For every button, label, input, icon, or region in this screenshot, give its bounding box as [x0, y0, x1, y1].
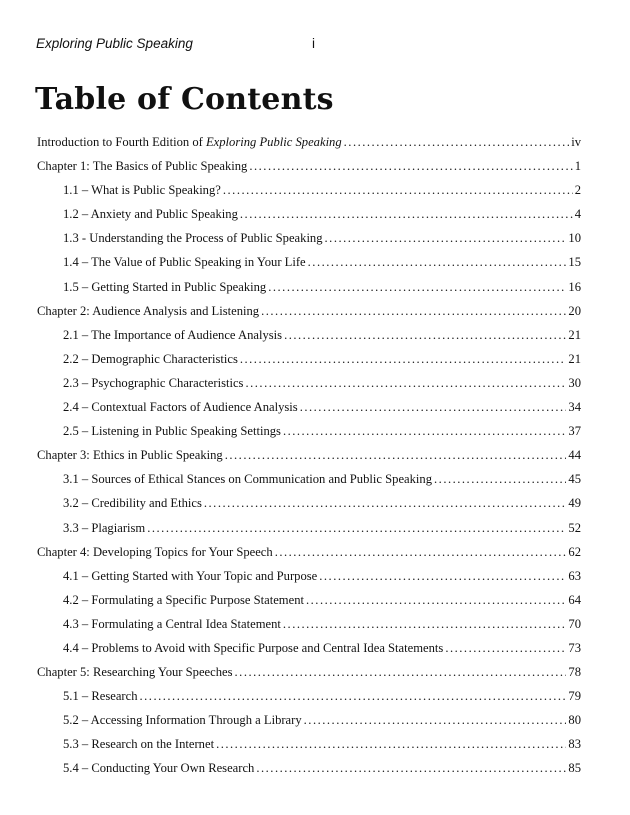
dot-leader: [283, 612, 567, 636]
toc-entry-section[interactable]: [37, 564, 581, 588]
toc-entry-label: 4.2 – Formulating a Specific Purpose Statement: [63, 592, 304, 607]
toc-entry-section[interactable]: [37, 250, 581, 274]
dot-leader: [445, 636, 566, 660]
toc-entry-label: Chapter 5: Researching Your Speeches: [37, 665, 233, 680]
toc-entry-page: 1: [574, 159, 581, 174]
dot-leader: [225, 443, 567, 467]
dot-leader: [240, 347, 567, 371]
dot-leader: [268, 275, 566, 299]
toc-entry-label: 3.2 – Credibility and Ethics: [63, 496, 202, 511]
toc-entry-section[interactable]: [37, 178, 581, 202]
intro-label-book-title: Exploring Public Speaking: [205, 135, 342, 149]
toc-entry-label: 4.4 – Problems to Avoid with Specific Purpose and Central Idea Statements: [63, 640, 444, 655]
toc-entry-chapter[interactable]: [37, 443, 581, 467]
toc-entry-page: 2: [574, 183, 581, 198]
toc-entry-page: 21: [568, 351, 581, 366]
toc-entry-page: 62: [568, 544, 581, 559]
toc-entry-section[interactable]: [37, 756, 581, 780]
dot-leader: [245, 371, 566, 395]
dot-leader: [344, 130, 570, 154]
dot-leader: [223, 178, 573, 202]
toc-entry-label: Chapter 2: Audience Analysis and Listening: [37, 303, 260, 318]
toc-entry-section[interactable]: [37, 612, 581, 636]
dot-leader: [240, 202, 573, 226]
toc-entry-section[interactable]: [37, 419, 581, 443]
dot-leader: [325, 226, 567, 250]
toc-entry-label: 5.2 – Accessing Information Through a Library: [63, 713, 302, 728]
toc-entry-section[interactable]: [37, 226, 581, 250]
toc-entry-label: 4.3 – Formulating a Central Idea Statement: [63, 616, 281, 631]
toc-entry-page: 70: [568, 616, 581, 631]
intro-label-prefix: Introduction to Fourth Edition of: [37, 135, 206, 149]
toc-entry-label: 1.2 – Anxiety and Public Speaking: [63, 207, 238, 222]
toc-entry-label: 1.1 – What is Public Speaking?: [63, 183, 221, 198]
toc-entry-page: 52: [568, 520, 581, 535]
toc-entry-introduction[interactable]: [37, 130, 581, 154]
toc-entry-section[interactable]: [37, 684, 581, 708]
toc-entry-section[interactable]: [37, 347, 581, 371]
toc-entry-label: 3.1 – Sources of Ethical Stances on Communication and Public Speaking: [63, 472, 433, 487]
toc-entry-label: 2.2 – Demographic Characteristics: [63, 351, 238, 366]
toc-entry-page: 64: [568, 592, 581, 607]
dot-leader: [308, 250, 567, 274]
toc-entry-section[interactable]: [37, 732, 581, 756]
toc-entry-label: Chapter 4: Developing Topics for Your Speech: [37, 544, 273, 559]
toc-entry-section[interactable]: [37, 467, 581, 491]
page-title: Table of Contents: [35, 82, 334, 117]
toc-entry-section[interactable]: [37, 708, 581, 732]
toc-entry-page: 21: [568, 327, 581, 342]
toc-entry-label: 2.5 – Listening in Public Speaking Settings: [63, 424, 281, 439]
toc-entry-label: [37, 130, 342, 154]
page-number: i: [312, 36, 315, 51]
dot-leader: [304, 708, 567, 732]
toc-entry-label: 1.5 – Getting Started in Public Speaking: [63, 279, 267, 294]
dot-leader: [249, 154, 572, 178]
toc-entry-page: 15: [568, 255, 581, 270]
dot-leader: [204, 491, 567, 515]
toc-entry-page: 34: [568, 400, 581, 415]
toc-entry-page: 73: [568, 640, 581, 655]
toc-entry-label: 1.3 - Understanding the Process of Public Speaking: [63, 231, 323, 246]
toc-entry-page: 85: [568, 761, 581, 776]
toc-entry-section[interactable]: [37, 371, 581, 395]
toc-entry-section[interactable]: [37, 275, 581, 299]
toc-entry-label: 5.1 – Research: [63, 689, 138, 704]
toc-entry-section[interactable]: [37, 636, 581, 660]
toc-entry-page: 20: [568, 303, 581, 318]
toc-entry-chapter[interactable]: [37, 299, 581, 323]
toc-entry-page: 16: [568, 279, 581, 294]
toc-entry-chapter[interactable]: [37, 154, 581, 178]
toc-entry-label: 2.4 – Contextual Factors of Audience Analysis: [63, 400, 298, 415]
dot-leader: [140, 684, 567, 708]
dot-leader: [256, 756, 566, 780]
dot-leader: [284, 323, 566, 347]
toc-entry-section[interactable]: [37, 323, 581, 347]
toc-entry-chapter[interactable]: [37, 540, 581, 564]
toc-entry-page: 4: [574, 207, 581, 222]
dot-leader: [235, 660, 567, 684]
running-header-title: Exploring Public Speaking: [36, 36, 193, 51]
dot-leader: [434, 467, 566, 491]
toc-entry-label: 2.3 – Psychographic Characteristics: [63, 375, 244, 390]
toc-entry-label: 4.1 – Getting Started with Your Topic and Purpose: [63, 568, 318, 583]
dot-leader: [300, 395, 567, 419]
toc-entry-page: 63: [568, 568, 581, 583]
toc-entry-label: 2.1 – The Importance of Audience Analysis: [63, 327, 283, 342]
toc-entry-page: 45: [568, 472, 581, 487]
toc-entry-label: 5.3 – Research on the Internet: [63, 737, 215, 752]
dot-leader: [283, 419, 566, 443]
toc-entry-label: 3.3 – Plagiarism: [63, 520, 146, 535]
toc-entry-chapter[interactable]: [37, 660, 581, 684]
dot-leader: [306, 588, 566, 612]
toc-entry-page: 10: [568, 231, 581, 246]
toc-entry-section[interactable]: [37, 516, 581, 540]
toc-entry-label: Chapter 1: The Basics of Public Speaking: [37, 159, 248, 174]
toc-entry-label: 1.4 – The Value of Public Speaking in Your Life: [63, 255, 306, 270]
dot-leader: [319, 564, 566, 588]
toc-entry-section[interactable]: [37, 395, 581, 419]
toc-entry-page: 37: [568, 424, 581, 439]
toc-entry-section[interactable]: [37, 588, 581, 612]
toc-list: [37, 130, 581, 781]
toc-entry-page: 79: [568, 689, 581, 704]
toc-entry-section[interactable]: [37, 491, 581, 515]
running-header: [36, 36, 596, 54]
dot-leader: [147, 516, 566, 540]
dot-leader: [216, 732, 566, 756]
toc-entry-label: 5.4 – Conducting Your Own Research: [63, 761, 255, 776]
dot-leader: [275, 540, 567, 564]
toc-entry-page: 49: [568, 496, 581, 511]
toc-entry-page: iv: [571, 135, 581, 149]
toc-entry-page: 44: [568, 448, 581, 463]
toc-entry-label: Chapter 3: Ethics in Public Speaking: [37, 448, 223, 463]
dot-leader: [261, 299, 566, 323]
toc-entry-page: 80: [568, 713, 581, 728]
toc-entry-section[interactable]: [37, 202, 581, 226]
toc-entry-page: 83: [568, 737, 581, 752]
toc-entry-page: 30: [568, 375, 581, 390]
toc-entry-page: 78: [568, 665, 581, 680]
